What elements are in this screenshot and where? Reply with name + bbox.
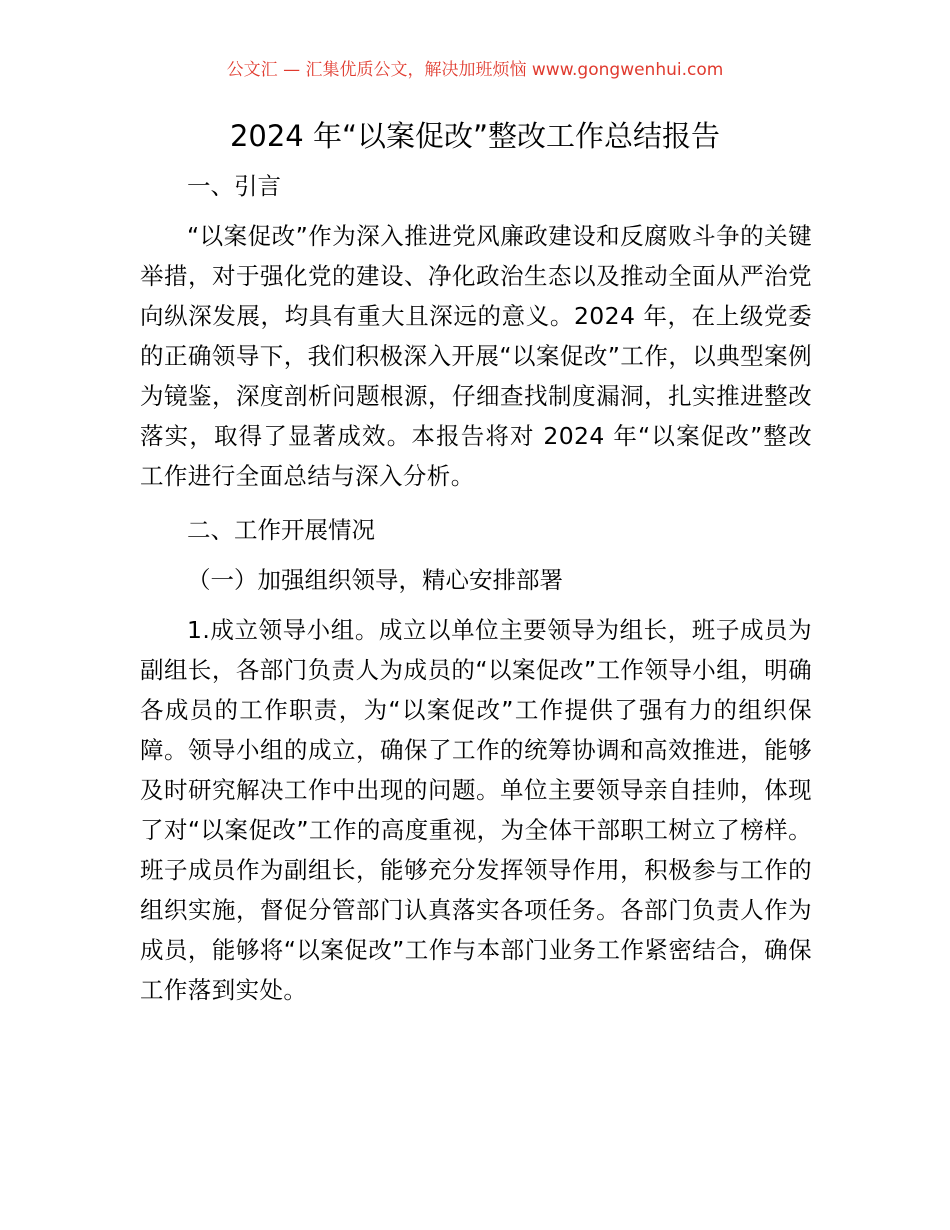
document-title: 2024 年“以案促改”整改工作总结报告 bbox=[229, 119, 721, 153]
watermark-header: 公文汇 — 汇集优质公文，解决加班烦恼 www.gongwenhui.com bbox=[226, 60, 724, 80]
section-heading-work-progress: 二、工作开展情况 bbox=[187, 516, 375, 544]
item-paragraph-leading-group: 1.成立领导小组。成立以单位主要领导为组长，班子成员为副组长，各部门负责人为成员的“以案促改”工作领导小组，明确各成员的工作职责，为“以案促改”工作提供了强有力的组织保障。领导小组的成立，确保了工作的统筹协调和高效推进，能够及时研究解决工作中出现的问题。单位主要领导亲自挂帅，体现了对“以案促改”工作的高度重视，为全体干部职工树立了榜样。班子成员作为副组长，能够充分发挥领导作用，积极参与工作的组织实施，督促分管部门认真落实各项任务。各部门负责人作为成员，能够将“以案促改”工作与本部门业务工作紧密结合，确保工作落到实处。 bbox=[140, 616, 812, 1004]
section-heading-introduction: 一、引言 bbox=[187, 172, 281, 200]
document-body bbox=[140, 166, 812, 1010]
subsection-heading-organization: （一）加强组织领导，精心安排部署 bbox=[187, 566, 563, 594]
intro-paragraph: “以案促改”作为深入推进党风廉政建设和反腐败斗争的关键举措，对于强化党的建设、净化政治生态以及推动全面从严治党向纵深发展，均具有重大且深远的意义。2024 年，在上级党委的正确领导下，我们积极深入开展“以案促改”工作，以典型案例为镜鉴，深度剖析问题根源，仔细查找制度漏洞，扎实推进整改落实，取得了显著成效。本报告将对 2024 年“以案促改”整改工作进行全面总结与深入分析。 bbox=[140, 222, 812, 490]
